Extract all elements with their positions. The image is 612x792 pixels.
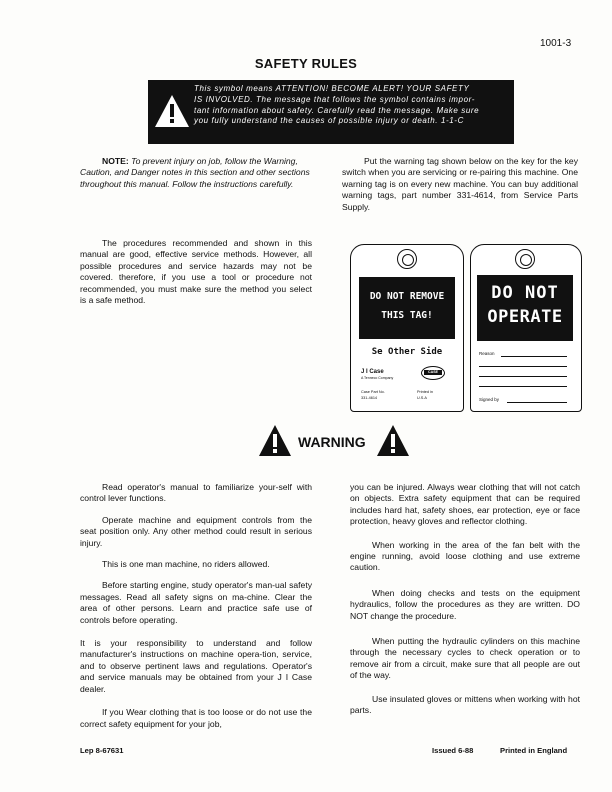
warning-left-icon [258, 424, 292, 458]
left-paragraph [80, 482, 312, 505]
page-number: 1001-3 [540, 38, 572, 49]
right-paragraph [350, 588, 580, 622]
left-paragraph-text: This is one man machine, no riders allowed. [102, 559, 270, 570]
safety-alert-icon [154, 94, 190, 128]
left-paragraph-text: Operate machine and equipment controls from the seat position only. Any other method could result in serious injury. [80, 514, 312, 548]
warning-header [258, 424, 418, 460]
left-paragraph-text: Read operator's manual to familiarize your-self with control lever functions. [80, 482, 312, 504]
right-paragraph [350, 694, 580, 717]
reason-line [501, 356, 567, 357]
right-paragraph-text: When doing checks and tests on the equipment hydraulics, follow the procedures as they are written. DO NOT change the procedure. [350, 587, 580, 621]
right-paragraph [350, 636, 580, 682]
tag-front-line1: DO NOT REMOVE [369, 291, 445, 302]
banner-line: you fully understand the causes of possible injury or death. 1-1-C [194, 116, 464, 126]
right-paragraph [350, 482, 580, 528]
tag-back-line2: OPERATE [487, 307, 563, 327]
signed-by-label: Signed by [479, 397, 500, 402]
warning-tag-front [350, 244, 464, 412]
see-other-side: Se Other Side [371, 347, 443, 357]
note-text: To prevent injury on job, follow the Warning, Caution, and Danger notes in this section and other sections throughout this manual. Follow the instructions carefully. [80, 156, 310, 189]
reason-line [479, 386, 567, 387]
note-paragraph [80, 156, 316, 190]
tag-printed-label: Printed in [417, 390, 434, 394]
reason-line [479, 376, 567, 377]
right-paragraph-text: When putting the hydraulic cylinders on this machine through the necessary cycles to check operation or to remove air from a circuit, make sure that all people are out of the way. [350, 636, 580, 681]
banner-line: This symbol means ATTENTION! BECOME ALERT! YOUR SAFETY [194, 84, 470, 93]
right-paragraph-text: When working in the area of the fan belt with the engine running, avoid loose clothing and use extreme caution. [350, 539, 580, 573]
reason-label: Reason [479, 351, 495, 356]
tag-brand: J I Case [361, 369, 384, 375]
right-paragraph [350, 540, 580, 574]
banner-line: IS INVOLVED. The message that follows the symbol contains impor- [194, 94, 476, 104]
footer-issued: Issued 6-88 [432, 746, 474, 755]
signed-by-line [507, 402, 567, 403]
note-label: NOTE: [102, 156, 129, 166]
left-paragraph [80, 638, 312, 695]
banner-text [194, 84, 510, 127]
warning-label: WARNING [298, 434, 366, 450]
right-paragraph-text: Use insulated gloves or mittens when working with hot parts. [350, 693, 580, 716]
tag-printed-info [417, 389, 433, 401]
case-logo-text: CASE [424, 370, 442, 375]
banner-line: tant information about safety. Carefully read the message. Make sure [194, 105, 480, 115]
case-logo-icon [421, 366, 445, 380]
right-column [350, 482, 580, 727]
procedures-text: The procedures recommended and shown in this manual are good, effective service methods. However, all possible procedures and service hazards may not be covered. therefore, if you use a tool or procedure not recommended, you must make sure the method you select is a safe method. [80, 238, 312, 306]
tag-brand-sub: A Tenneco Company [361, 376, 394, 380]
left-paragraph [80, 580, 312, 626]
right-paragraph-text: you can be injured. Always wear clothing that will not catch on objects. Extra safety equipment that can be required includes hard hat, safety shoes, ear protection, eye or face protection, heavy gloves and reflector clothing. [350, 482, 580, 527]
left-paragraph [80, 559, 312, 570]
procedures-paragraph [80, 238, 312, 306]
tag-part-label: Case Part No. [361, 390, 385, 394]
page-title: SAFETY RULES [254, 56, 358, 71]
left-paragraph [80, 515, 312, 549]
warning-right-icon [376, 424, 410, 458]
left-paragraph [80, 707, 312, 730]
warning-tag-back [470, 244, 582, 412]
tag-printed-place: U.S.A [417, 396, 427, 400]
tag-part-number: 331-4614 [361, 396, 378, 400]
warning-tag-text: Put the warning tag shown below on the key for the key switch when you are servicing or re-pairing this machine. One warning tag is on every new machine. You can buy additional warning tags, part number 331-4614, from Service Parts Supply. [342, 156, 578, 212]
tag-hole-icon [397, 249, 417, 269]
left-paragraph-text: Before starting engine, study operator's man-ual safety messages. Read all safety signs on ma-chine. Clear the area of other persons. Learn and practice safe use of controls before operating. [80, 580, 312, 625]
warning-tag-paragraph [342, 156, 578, 213]
left-paragraph-text: If you Wear clothing that is too loose or do not use the correct safety equipment for your job, [80, 707, 312, 729]
left-column [80, 482, 312, 740]
do-not-remove-block [359, 277, 455, 339]
do-not-operate-block [477, 275, 573, 341]
safety-alert-banner [148, 80, 514, 144]
tag-front-line2: THIS TAG! [381, 310, 433, 321]
tag-hole-icon [515, 249, 535, 269]
tag-back-line1: DO NOT [491, 283, 559, 303]
tag-part-info [361, 389, 385, 401]
reason-line [479, 366, 567, 367]
footer-printed: Printed in England [500, 746, 568, 755]
footer-reference: Lep 8-67631 [80, 746, 124, 755]
left-paragraph-text: It is your responsibility to understand and follow manufacturer's instructions on machine opera-tion, service, and to observe pertinent laws and regulations. Operator's and service manuals may be obtained from your J I Case dealer. [80, 638, 312, 694]
